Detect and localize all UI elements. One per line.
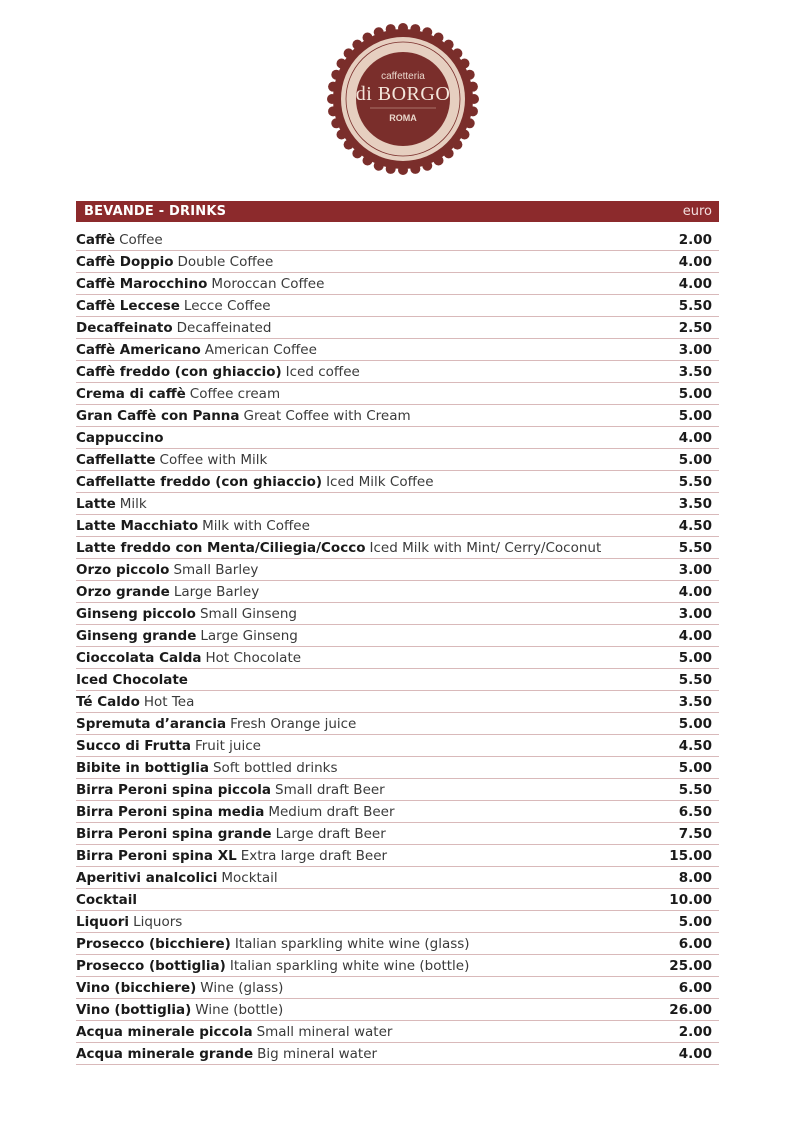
menu-item-row: [76, 823, 719, 845]
menu-item-row: [76, 273, 719, 295]
menu-item-price: 7.50: [678, 826, 712, 842]
menu-item-name: Bibite in bottiglia: [76, 760, 209, 776]
menu-item-description: [76, 716, 356, 732]
menu-item-row: [76, 625, 719, 647]
cafe-logo: [326, 22, 480, 176]
menu-item-name: Orzo grande: [76, 584, 170, 600]
menu-item-price: 4.00: [678, 430, 712, 446]
menu-item-name: Aperitivi analcolici: [76, 870, 218, 886]
menu-item-english-name: Wine (glass): [200, 980, 284, 996]
menu-item-row: [76, 867, 719, 889]
menu-item-name: Ginseng piccolo: [76, 606, 196, 622]
logo-city-text: ROMA: [389, 113, 417, 123]
menu-item-price: 3.50: [678, 496, 712, 512]
menu-item-row: [76, 229, 719, 251]
menu-item-name: Té Caldo: [76, 694, 140, 710]
menu-item-price: 3.50: [678, 364, 712, 380]
menu-item-english-name: Coffee: [119, 232, 163, 248]
menu-item-price: 6.00: [678, 980, 712, 996]
menu-item-price: 8.00: [678, 870, 712, 886]
menu-item-row: [76, 449, 719, 471]
menu-item-description: [76, 474, 434, 490]
menu-item-price: 5.00: [678, 716, 712, 732]
menu-item-name: Birra Peroni spina grande: [76, 826, 272, 842]
menu-item-price: 4.00: [678, 628, 712, 644]
menu-item-english-name: Fruit juice: [194, 738, 261, 754]
menu-item-name: Spremuta d’arancia: [76, 716, 227, 732]
menu-item-name: Vino (bicchiere): [76, 980, 197, 996]
menu-item-row: [76, 911, 719, 933]
menu-item-row: [76, 317, 719, 339]
menu-item-price: 5.00: [678, 760, 712, 776]
menu-item-description: [76, 826, 386, 842]
menu-item-row: [76, 515, 719, 537]
menu-item-english-name: Italian sparkling white wine (bottle): [229, 958, 470, 974]
menu-item-price: 5.50: [678, 474, 712, 490]
menu-item-row: [76, 735, 719, 757]
menu-item-row: [76, 295, 719, 317]
menu-item-name: Succo di Frutta: [76, 738, 191, 754]
menu-item-row: [76, 713, 719, 735]
menu-item-price: 2.50: [678, 320, 712, 336]
menu-item-description: [76, 650, 301, 666]
menu-item-price: 25.00: [669, 958, 712, 974]
menu-item-english-name: Hot Tea: [143, 694, 195, 710]
menu-item-price: 4.00: [678, 1046, 712, 1062]
menu-item-name: Birra Peroni spina XL: [76, 848, 237, 864]
menu-item-price: 10.00: [669, 892, 712, 908]
menu-item-english-name: Wine (bottle): [195, 1002, 284, 1018]
menu-item-name: Latte Macchiato: [76, 518, 199, 534]
menu-item-row: [76, 361, 719, 383]
menu-item-description: [76, 408, 411, 424]
menu-item-name: Orzo piccolo: [76, 562, 170, 578]
menu-item-price: 5.50: [678, 782, 712, 798]
menu-item-price: 5.50: [678, 672, 712, 688]
menu-item-name: Cappuccino: [76, 430, 164, 446]
menu-item-english-name: Large Barley: [173, 584, 260, 600]
menu-item-price: 3.00: [678, 342, 712, 358]
menu-item-english-name: Double Coffee: [177, 254, 274, 270]
menu-item-name: Ginseng grande: [76, 628, 197, 644]
menu-item-row: [76, 845, 719, 867]
menu-item-name: Caffellatte: [76, 452, 156, 468]
menu-item-name: Caffè: [76, 232, 116, 248]
menu-item-english-name: Great Coffee with Cream: [243, 408, 411, 424]
menu-item-name: Vino (bottiglia): [76, 1002, 192, 1018]
menu-item-description: [76, 804, 395, 820]
menu-item-name: Caffè freddo (con ghiaccio): [76, 364, 282, 380]
menu-item-name: Caffè Doppio: [76, 254, 174, 270]
menu-item-english-name: Lecce Coffee: [183, 298, 271, 314]
menu-item-name: Latte: [76, 496, 116, 512]
menu-item-name: Acqua minerale grande: [76, 1046, 254, 1062]
menu-item-price: 2.00: [678, 232, 712, 248]
menu-item-description: [76, 936, 470, 952]
menu-item-row: [76, 977, 719, 999]
menu-item-name: Birra Peroni spina media: [76, 804, 265, 820]
menu-item-english-name: Big mineral water: [257, 1046, 378, 1062]
menu-item-description: [76, 738, 261, 754]
menu-item-english-name: Mocktail: [221, 870, 278, 886]
drinks-menu-list: [76, 229, 719, 1065]
menu-item-row: [76, 383, 719, 405]
logo-seal-graphic: [326, 22, 480, 176]
menu-item-description: [76, 276, 324, 292]
menu-item-price: 5.50: [678, 298, 712, 314]
menu-item-description: [76, 562, 258, 578]
menu-item-price: 5.00: [678, 386, 712, 402]
menu-item-description: [76, 232, 163, 248]
menu-item-english-name: Decaffeinated: [176, 320, 272, 336]
menu-item-row: [76, 955, 719, 977]
menu-item-name: Prosecco (bottiglia): [76, 958, 226, 974]
menu-item-english-name: Coffee cream: [189, 386, 281, 402]
menu-item-english-name: Extra large draft Beer: [240, 848, 388, 864]
menu-item-price: 4.00: [678, 584, 712, 600]
menu-item-name: Decaffeinato: [76, 320, 173, 336]
menu-item-english-name: Small mineral water: [256, 1024, 393, 1040]
menu-item-english-name: Soft bottled drinks: [212, 760, 338, 776]
menu-item-row: [76, 537, 719, 559]
menu-item-english-name: Small draft Beer: [275, 782, 385, 798]
menu-item-price: 4.50: [678, 738, 712, 754]
menu-item-description: [76, 606, 297, 622]
menu-item-row: [76, 559, 719, 581]
menu-item-description: [76, 584, 259, 600]
menu-item-description: [76, 364, 360, 380]
section-title: BEVANDE - DRINKS: [84, 204, 227, 219]
menu-item-english-name: Fresh Orange juice: [230, 716, 357, 732]
menu-item-english-name: Milk with Coffee: [202, 518, 310, 534]
menu-item-row: [76, 427, 719, 449]
menu-item-name: Cocktail: [76, 892, 137, 908]
menu-item-price: 5.00: [678, 914, 712, 930]
menu-item-description: [76, 298, 271, 314]
menu-item-description: [76, 870, 278, 886]
menu-item-name: Cioccolata Calda: [76, 650, 202, 666]
drinks-section-header: [76, 201, 719, 222]
currency-label: euro: [682, 204, 712, 219]
menu-item-description: [76, 1024, 392, 1040]
menu-item-row: [76, 779, 719, 801]
menu-item-name: Caffellatte freddo (con ghiaccio): [76, 474, 323, 490]
menu-item-description: [76, 254, 273, 270]
menu-item-english-name: Milk: [119, 496, 147, 512]
menu-item-row: [76, 691, 719, 713]
menu-item-row: [76, 999, 719, 1021]
menu-item-english-name: Moroccan Coffee: [211, 276, 325, 292]
menu-item-row: [76, 339, 719, 361]
menu-item-price: 2.00: [678, 1024, 712, 1040]
menu-item-description: [76, 914, 182, 930]
menu-item-english-name: Iced coffee: [285, 364, 360, 380]
menu-item-name: Iced Chocolate: [76, 672, 188, 688]
menu-item-price: 5.50: [678, 540, 712, 556]
menu-item-price: 15.00: [669, 848, 712, 864]
menu-item-description: [76, 694, 194, 710]
menu-item-english-name: Hot Chocolate: [205, 650, 302, 666]
menu-item-english-name: Iced Milk with Mint/ Cerry/Coconut: [369, 540, 602, 556]
menu-item-description: [76, 760, 338, 776]
menu-item-price: 3.00: [678, 606, 712, 622]
menu-item-description: [76, 892, 137, 908]
menu-item-english-name: Coffee with Milk: [159, 452, 268, 468]
menu-item-price: 26.00: [669, 1002, 712, 1018]
menu-item-row: [76, 493, 719, 515]
menu-item-description: [76, 452, 267, 468]
menu-item-description: [76, 628, 298, 644]
logo-caffetteria-text: caffetteria: [381, 71, 425, 82]
menu-item-price: 4.00: [678, 276, 712, 292]
menu-item-name: Prosecco (bicchiere): [76, 936, 231, 952]
menu-item-description: [76, 342, 317, 358]
menu-item-price: 6.50: [678, 804, 712, 820]
menu-item-row: [76, 405, 719, 427]
menu-item-english-name: Large draft Beer: [275, 826, 386, 842]
menu-item-description: [76, 980, 283, 996]
menu-item-row: [76, 647, 719, 669]
menu-item-english-name: Liquors: [133, 914, 183, 930]
menu-item-row: [76, 251, 719, 273]
menu-item-row: [76, 801, 719, 823]
menu-item-name: Gran Caffè con Panna: [76, 408, 240, 424]
menu-item-name: Caffè Americano: [76, 342, 201, 358]
menu-item-name: Birra Peroni spina piccola: [76, 782, 272, 798]
menu-item-english-name: Small Barley: [173, 562, 259, 578]
menu-item-row: [76, 669, 719, 691]
menu-item-description: [76, 518, 310, 534]
menu-item-price: 5.00: [678, 408, 712, 424]
menu-item-row: [76, 1043, 719, 1065]
logo-brand-name: di BORGO: [355, 83, 451, 105]
menu-item-price: 5.00: [678, 650, 712, 666]
menu-item-english-name: Small Ginseng: [199, 606, 297, 622]
menu-item-price: 5.00: [678, 452, 712, 468]
menu-item-row: [76, 889, 719, 911]
menu-item-price: 4.00: [678, 254, 712, 270]
menu-item-name: Caffè Marocchino: [76, 276, 208, 292]
menu-item-description: [76, 430, 163, 446]
menu-item-row: [76, 603, 719, 625]
menu-item-name: Latte freddo con Menta/Ciliegia/Cocco: [76, 540, 366, 556]
menu-item-price: 4.50: [678, 518, 712, 534]
menu-item-english-name: Large Ginseng: [200, 628, 298, 644]
menu-item-name: Crema di caffè: [76, 386, 186, 402]
menu-item-row: [76, 1021, 719, 1043]
menu-item-description: [76, 1002, 283, 1018]
menu-item-description: [76, 386, 280, 402]
menu-item-row: [76, 581, 719, 603]
menu-item-description: [76, 320, 271, 336]
menu-item-description: [76, 496, 147, 512]
menu-item-row: [76, 757, 719, 779]
menu-item-row: [76, 471, 719, 493]
menu-item-english-name: American Coffee: [204, 342, 317, 358]
menu-item-row: [76, 933, 719, 955]
menu-item-description: [76, 540, 601, 556]
menu-item-english-name: Medium draft Beer: [268, 804, 395, 820]
menu-item-description: [76, 1046, 377, 1062]
menu-item-english-name: Iced Milk Coffee: [326, 474, 434, 490]
menu-item-name: Acqua minerale piccola: [76, 1024, 253, 1040]
menu-item-description: [76, 958, 469, 974]
menu-item-name: Liquori: [76, 914, 130, 930]
menu-item-description: [76, 672, 188, 688]
menu-item-price: 3.00: [678, 562, 712, 578]
menu-item-name: Caffè Leccese: [76, 298, 180, 314]
menu-item-price: 6.00: [678, 936, 712, 952]
menu-item-price: 3.50: [678, 694, 712, 710]
menu-item-english-name: Italian sparkling white wine (glass): [234, 936, 470, 952]
menu-item-description: [76, 782, 385, 798]
menu-item-description: [76, 848, 387, 864]
